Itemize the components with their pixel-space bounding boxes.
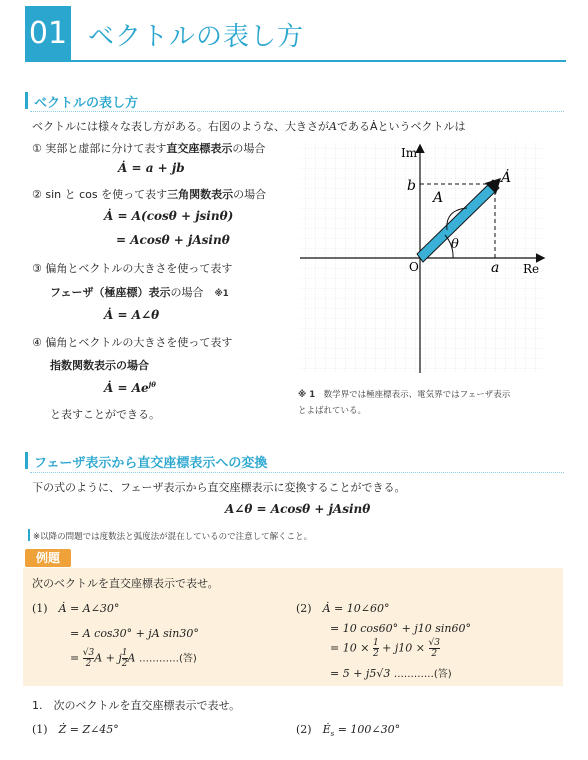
title-underline [25, 60, 566, 62]
im-label: Im [401, 146, 418, 160]
item-2: ② sin と cos を使って表す三角関数表示の場合 [32, 188, 267, 201]
chapter-number: 01 [25, 6, 71, 62]
item-3: ③ 偏角とベクトルの大きさを使って表す [32, 262, 233, 275]
conversion-equation: A∠θ = Acosθ + jAsinθ [225, 502, 371, 516]
item-4-detail: 指数関数表示の場合 [50, 359, 149, 372]
origin-label: O [409, 260, 419, 274]
problem-1-step-1: = A cos30° + jA sin30° [70, 627, 199, 640]
magnitude-label: A [433, 190, 444, 206]
problem-2-step-1: = 10 cos60° + j10 sin60° [330, 622, 471, 635]
re-label: Re [523, 262, 540, 276]
chapter-title: ベクトルの表し方 [88, 22, 305, 52]
equation-rect: Ȧ = a + jb [118, 161, 185, 175]
equation-trig-2: = Acosθ + jAsinθ [116, 233, 230, 247]
exercise-2: (2) $Ė_s$ = 100∠30° [296, 723, 401, 739]
equation-exp: Ȧ = $Ae^{j\theta}$ [104, 380, 156, 395]
problem-2-step-2: = 10 × $\frac{1}{2}$ + j10 × $\frac{√3}{2}$ [330, 638, 440, 659]
section-heading: ベクトルの表し方 [34, 96, 139, 111]
b-label: b [407, 178, 416, 194]
exercise-1: (1) Ż = Z∠45° [32, 723, 119, 736]
equation-trig-1: Ȧ = A(cosθ + jsinθ) [104, 209, 234, 223]
footnote-2: とよばれている。 [298, 406, 367, 416]
item-3-detail: フェーザ（極座標）表示の場合 ※1 [50, 286, 229, 299]
section-bar [25, 452, 28, 469]
item-1: ① 実部と虚部に分けて表す直交座標表示の場合 [32, 142, 266, 155]
vector-label: Ȧ [501, 170, 512, 186]
section-heading: フェーザ表示から直交座標表示への変換 [34, 456, 268, 471]
conversion-text: 下の式のように、フェーザ表示から直交座標表示に変換することができる。 [32, 481, 406, 494]
note-text: ※以降の問題では度数法と弧度法が混在しているので注意して解くこと。 [33, 532, 313, 542]
exercise-prompt: 1. 次のベクトルを直交座標表示で表せ。 [32, 699, 241, 712]
closing-text: と表すことができる。 [50, 408, 160, 421]
example-badge: 例題 [25, 549, 71, 567]
item-4: ④ 偏角とベクトルの大きさを使って表す [32, 336, 233, 349]
footnote-1: ※ 1 数学界では極座標表示、電気界ではフェーザ表示 [298, 390, 511, 400]
intro-text: ベクトルには様々な表し方がある。右図のような、大きさがAであるȦというベクトルは [32, 120, 466, 133]
theta-label: θ [451, 237, 459, 252]
equation-phasor: Ȧ = A∠θ [104, 308, 160, 322]
problem-2: (2) Ȧ = 10∠60° [296, 602, 390, 615]
note-bar [28, 529, 30, 541]
a-label: a [491, 260, 500, 276]
dotted-rule [30, 111, 564, 112]
section-bar [25, 92, 28, 109]
example-prompt: 次のベクトルを直交座標表示で表せ。 [32, 577, 219, 590]
problem-1: (1) Ȧ = A∠30° [32, 602, 120, 615]
dotted-rule [30, 472, 564, 473]
problem-2-step-3: = 5 + j5√3 …………(答) [330, 667, 452, 680]
problem-1-step-2: = $\frac{√3}{2}$ A + j $\frac{1}{2}$ A …………(答) [70, 648, 197, 669]
vector-figure [295, 138, 550, 378]
